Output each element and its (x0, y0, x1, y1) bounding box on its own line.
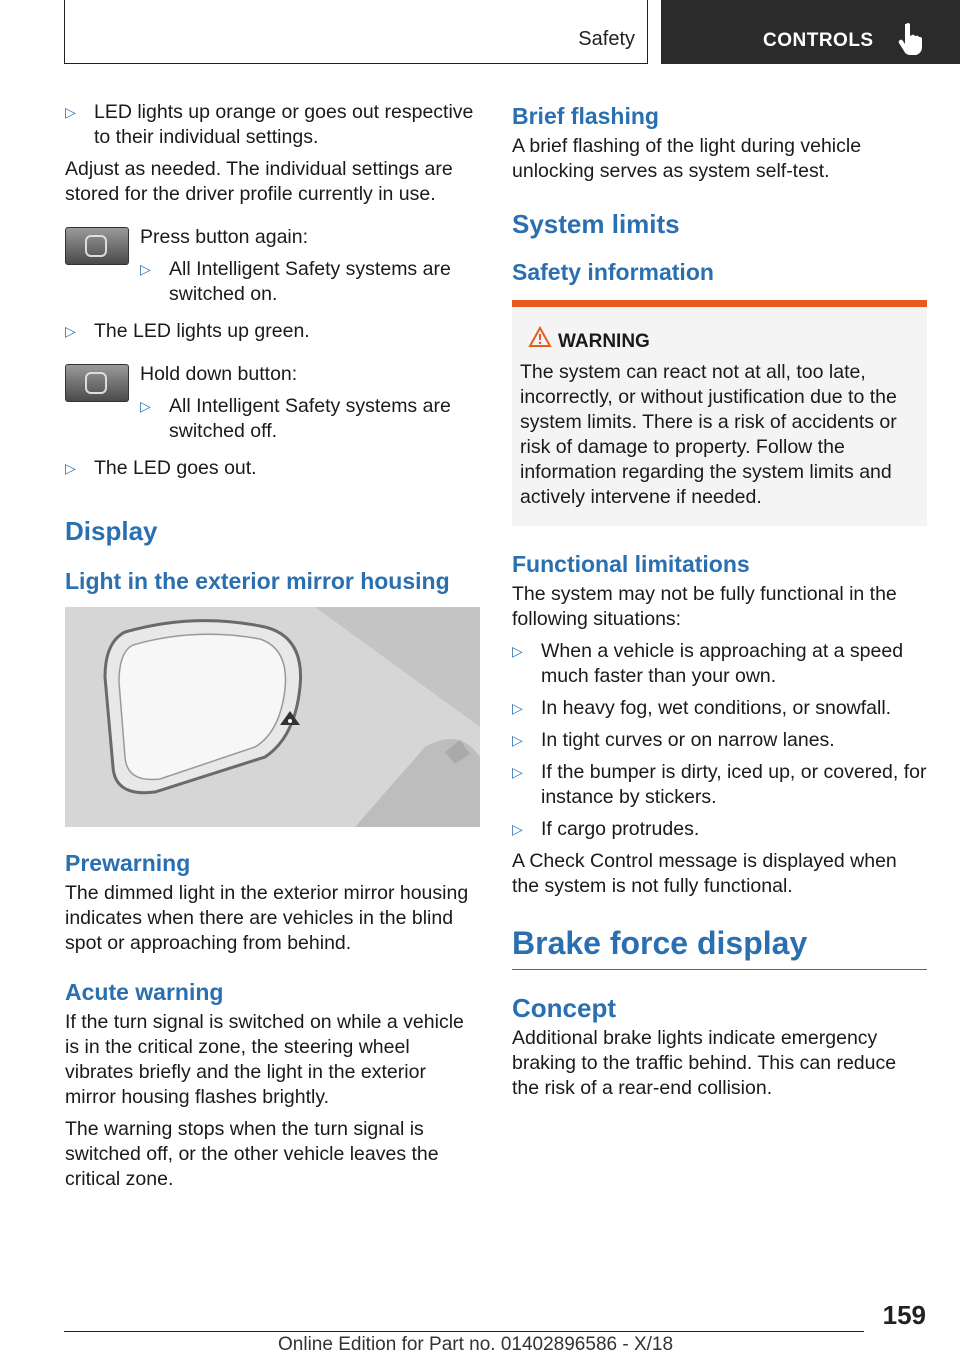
triangle-bullet-icon: ▷ (65, 323, 76, 339)
heading-acute-warning: Acute warning (65, 979, 224, 1005)
paragraph: Adjust as needed. The individual settings are stored for the driver profile currently in use. (65, 158, 453, 205)
edition-note: Online Edition for Part no. 01402896586 - X/18 (278, 1334, 674, 1355)
list-item: ▷ All Intelligent Safety systems are switched off. (140, 395, 451, 442)
header-section-title: Safety (578, 28, 635, 50)
paragraph: A brief flashing of the light during vehicle unlocking serves as system self-test. (512, 135, 862, 182)
triangle-bullet-icon: ▷ (512, 821, 523, 837)
mirror-drawing (65, 607, 480, 827)
list-item: ▷ The LED lights up green. (65, 320, 310, 342)
triangle-bullet-icon: ▷ (512, 700, 523, 716)
triangle-bullet-icon: ▷ (140, 261, 151, 277)
heading-system-limits: System limits (512, 209, 680, 239)
heading-light-mirror: Light in the exterior mirror housing (65, 568, 450, 594)
header-chapter-title: CONTROLS (763, 30, 874, 51)
pointing-hand-icon (897, 22, 923, 56)
paragraph: The system may not be fully functional in the following situations: (512, 583, 897, 630)
list-item: ▷ In heavy fog, wet conditions, or snowfall. (512, 697, 892, 719)
list-item: ▷ In tight curves or on narrow lanes. (512, 729, 835, 751)
list-item: ▷ All Intelligent Safety systems are switched on. (140, 258, 451, 305)
warning-box (512, 300, 927, 526)
paragraph: If the turn signal is switched on while a vehicle is in the critical zone, the steering wheel vibrates briefly and the light in the exterior mirror housing flashes brightly. (65, 1011, 464, 1108)
triangle-bullet-icon: ▷ (65, 460, 76, 476)
heading-safety-information: Safety information (512, 259, 714, 285)
instruction-label: Press button again: (140, 226, 309, 248)
paragraph: Additional brake lights indicate emergency braking to the traffic behind. This can reduce the risk of a rear-end collision. (512, 1027, 897, 1099)
heading-functional-limitations: Functional limitations (512, 551, 750, 577)
list-item: ▷ If cargo protrudes. (512, 818, 700, 840)
header-chapter-bar (661, 0, 960, 64)
heading-brake-force-display: Brake force display (512, 923, 927, 970)
page-number: 159 (882, 1300, 926, 1330)
heading-concept: Concept (512, 993, 616, 1023)
list-item: ▷ The LED goes out. (65, 457, 257, 479)
safety-button-image (65, 227, 129, 265)
triangle-bullet-icon: ▷ (512, 643, 523, 659)
paragraph: The warning stops when the turn signal is switched off, or the other vehicle leaves the critical zone. (65, 1118, 439, 1190)
heading-display: Display (65, 516, 158, 546)
left-column (65, 100, 480, 1199)
paragraph: The dimmed light in the exterior mirror housing indicates when there are vehicles in the blind spot or approaching from behind. (65, 882, 469, 954)
right-column (512, 100, 927, 1108)
triangle-bullet-icon: ▷ (512, 764, 523, 780)
warning-text: The system can react not at all, too late, incorrectly, or without justification due to the system limits. There is a risk of accidents or risk of damage to property. Follow the information regarding the system limits and actively intervene if needed. (520, 361, 897, 508)
button-instruction (65, 225, 480, 307)
mirror-illustration (65, 607, 480, 827)
footer-divider (64, 1331, 864, 1332)
triangle-bullet-icon: ▷ (65, 104, 76, 120)
button-instruction (65, 362, 480, 444)
paragraph: A Check Control message is displayed when the system is not fully functional. (512, 850, 897, 897)
instruction-label: Hold down button: (140, 363, 298, 385)
heading-brief-flashing: Brief flashing (512, 103, 659, 129)
list-item: ▷ LED lights up orange or goes out respective to their individual settings. (65, 101, 474, 148)
warning-triangle-icon (528, 326, 552, 348)
list-item: ▷ If the bumper is dirty, iced up, or covered, for instance by stickers. (512, 761, 927, 808)
header-section-box (64, 0, 648, 64)
warning-heading: WARNING (520, 329, 919, 354)
list-item: ▷ When a vehicle is approaching at a speed much faster than your own. (512, 640, 904, 687)
safety-button-image (65, 364, 129, 402)
triangle-bullet-icon: ▷ (512, 732, 523, 748)
triangle-bullet-icon: ▷ (140, 398, 151, 414)
heading-prewarning: Prewarning (65, 850, 191, 876)
